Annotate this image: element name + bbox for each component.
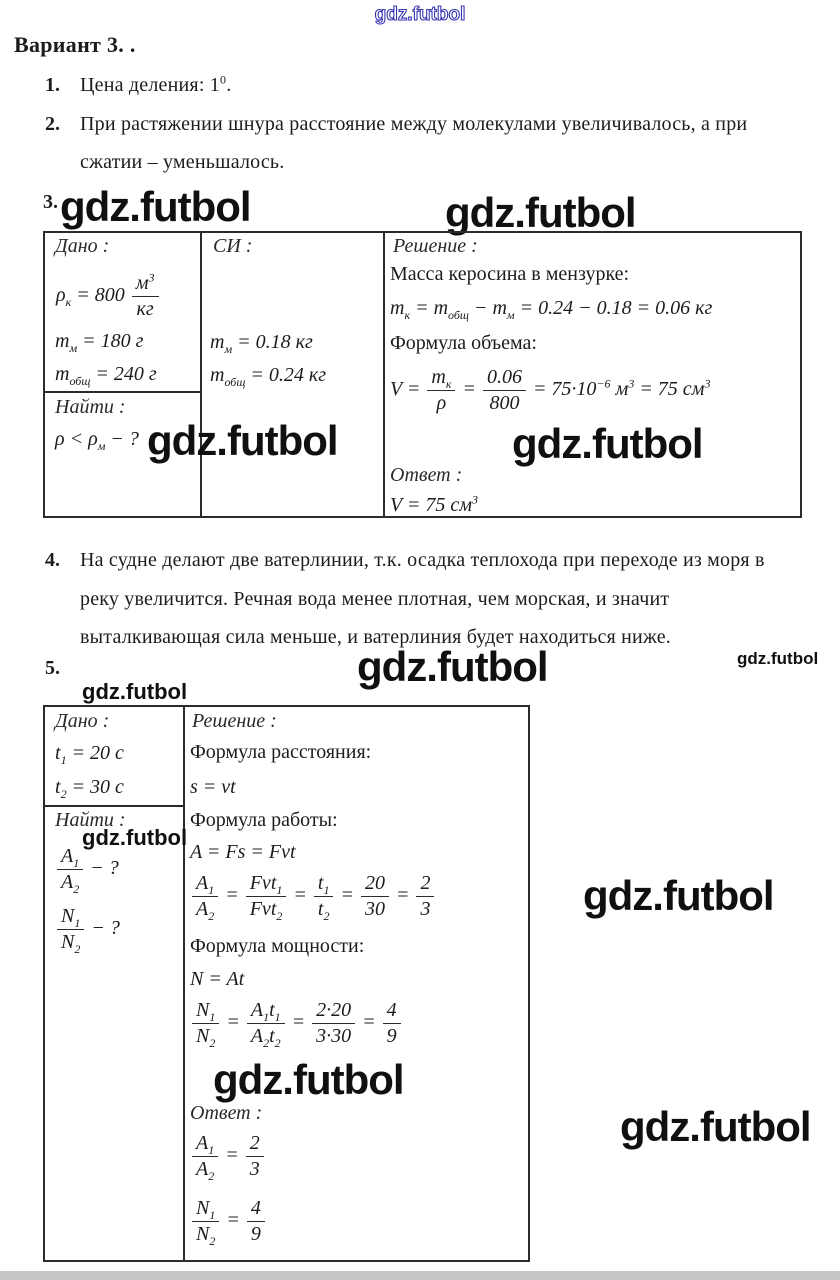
table2-reshenie-formula4: N = At <box>190 968 245 990</box>
item2-line1: При растяжении шнура расстояние между молекулами увеличивалось, а при <box>80 113 748 135</box>
scan-edge-strip <box>0 1271 840 1280</box>
table2-divider-naiti <box>45 805 185 807</box>
watermark-item5-center: gdz.futbol <box>357 643 548 690</box>
table1-reshenie-text1: Масса керосина в мензурке: <box>390 263 630 285</box>
item4-line3: выталкивающая сила меньше, и ватерлиния будет находиться ниже. <box>80 626 671 648</box>
table1-dano-density: $\rho_к = 800$ $м^3$ кг <box>56 272 161 321</box>
table1-separator-dano-si <box>200 233 202 516</box>
watermark-right-middle: gdz.futbol <box>583 872 774 919</box>
table2-otvet-value2: $\frac{N_1}{N_2}$ = $\frac{4}{9}$ <box>190 1197 267 1246</box>
item4-number: 4. <box>45 549 60 571</box>
table2-reshenie-text2: Формула работы: <box>190 809 338 831</box>
watermark-item5-right: gdz.futbol <box>737 649 819 668</box>
item1-text: Цена деления: $1^0$. <box>80 72 232 96</box>
table2-separator-dano-reshenie <box>183 707 185 1260</box>
table1-otvet-label: Ответ : <box>390 464 463 486</box>
table2-reshenie-formula1: s = vt <box>190 776 236 798</box>
watermark-item5-left: gdz.futbol <box>82 679 188 704</box>
table1-reshenie-formula2: V = $m_к$ ρ = $\frac{0.06}{800}$ = $75\cdot 10^{-6}$ $м^3 = 75$ $см^3$ <box>390 366 711 414</box>
watermark-table1-right: gdz.futbol <box>512 420 703 467</box>
watermark-top: gdz.futbol <box>374 4 466 25</box>
table2-reshenie-formula2: A = Fs = Fvt <box>190 841 296 863</box>
table1-separator-si-reshenie <box>383 233 385 516</box>
table1-naiti-question: $\rho < \rho_м$ − ? <box>55 428 139 453</box>
table1-naiti-label: Найти : <box>55 396 126 418</box>
table2-reshenie-label: Решение : <box>192 710 277 732</box>
table2-reshenie-text3: Формула мощности: <box>190 935 365 957</box>
item3-number: 3. <box>43 191 58 213</box>
table2-reshenie-formula3: $\frac{A_1}{A_2}$ = Fvt$_1$ Fvt$_2$ = $\frac{t_1}{t_2}$ = $\frac{20}{30}$ = $\frac{2}{3}$ <box>190 872 436 921</box>
table2-otvet-label: Ответ : <box>190 1102 263 1124</box>
table2-reshenie-text1: Формула расстояния: <box>190 741 372 763</box>
watermark-table1-left: gdz.futbol <box>147 417 338 464</box>
table1-otvet-value: V = 75 $см^3$ <box>390 492 478 516</box>
item5-number: 5. <box>45 657 60 679</box>
table2-otvet-value1: $\frac{A_1}{A_2}$ = $\frac{2}{3}$ <box>190 1132 266 1181</box>
table1-dano-label: Дано : <box>55 235 110 257</box>
table2-dano-label: Дано : <box>55 710 110 732</box>
watermark-table2-center: gdz.futbol <box>213 1056 404 1103</box>
table2-naiti-question1: $\frac{A_1}{A_2}$ − ? <box>55 845 119 894</box>
table2-naiti-label: Найти : <box>55 809 126 831</box>
watermark-item3-left: gdz.futbol <box>60 183 251 230</box>
table2-reshenie-formula5: $\frac{N_1}{N_2}$ = $\frac{A_1t_1}{A_2t_2}$ = $\frac{2\cdot 20}{3\cdot 30}$ = $\frac{4}{9}$ <box>190 999 403 1048</box>
table1-si-mass-m: $m_м = 0.18$ кг <box>210 331 313 356</box>
table2-dano-t2: $t_2 = 30$ с <box>55 776 124 801</box>
table2-naiti-question2: $\frac{N_1}{N_2}$ − ? <box>55 905 120 954</box>
item4-line2: реку увеличится. Речная вода менее плотная, чем морская, и значит <box>80 588 670 610</box>
watermark-item3-center: gdz.futbol <box>445 189 636 236</box>
table1-si-label: СИ : <box>213 235 253 257</box>
item2-line2: сжатии – уменьшалось. <box>80 151 285 173</box>
table1-reshenie-formula1: $m_к = m_{общ} - m_м = 0.24 - 0.18 = 0.06$ кг <box>390 297 713 322</box>
item1-number: 1. <box>45 74 60 96</box>
table2-dano-t1: $t_1 = 20$ с <box>55 742 124 767</box>
item4-line1: На судне делают две ватерлинии, т.к. осадка теплохода при переходе из моря в <box>80 549 765 571</box>
watermark-table2-naiti: gdz.futbol <box>82 825 188 850</box>
table1-si-mass-total: $m_{общ} = 0.24$ кг <box>210 364 327 389</box>
table1-dano-mass-total: $m_{общ} = 240$ г <box>55 363 157 388</box>
watermark-right-bottom: gdz.futbol <box>620 1103 811 1150</box>
table1-reshenie-label: Решение : <box>393 235 478 257</box>
table1-reshenie-text2: Формула объема: <box>390 332 537 354</box>
item2-number: 2. <box>45 113 60 135</box>
table1-divider-naiti <box>45 391 202 393</box>
table1-dano-mass-m: $m_м = 180$ г <box>55 330 144 355</box>
page-title: Вариант 3. . <box>14 32 136 57</box>
